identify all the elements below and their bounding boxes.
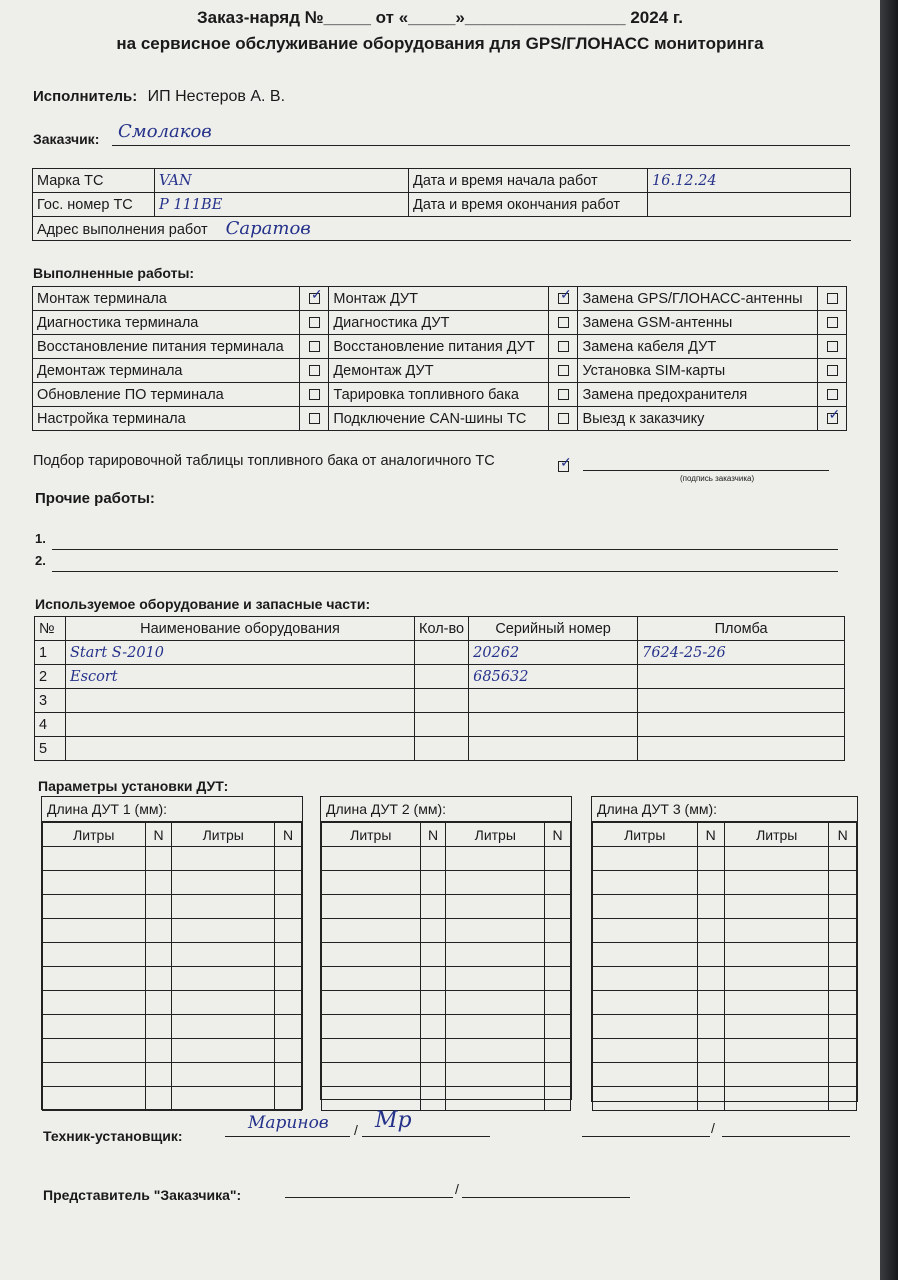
dut-cell[interactable] xyxy=(322,1063,421,1087)
dut-cell[interactable] xyxy=(275,943,302,967)
dut-cell[interactable] xyxy=(172,847,275,871)
dut-cell[interactable] xyxy=(724,1039,829,1063)
work-item-checkbox[interactable] xyxy=(558,389,569,400)
dut-cell[interactable] xyxy=(724,919,829,943)
equipment-cell: 2 xyxy=(35,665,66,689)
dut-cell[interactable] xyxy=(420,847,446,871)
dut-cell[interactable] xyxy=(275,895,302,919)
representative-slash: / xyxy=(455,1181,459,1197)
dut-cell[interactable] xyxy=(275,1039,302,1063)
dut-cell[interactable] xyxy=(43,847,146,871)
work-item-checkbox-cell xyxy=(818,407,847,431)
dut-cell[interactable] xyxy=(697,1063,724,1087)
dut-cell[interactable] xyxy=(172,895,275,919)
work-item-checkbox[interactable] xyxy=(309,413,320,424)
equipment-cell[interactable]: Escort xyxy=(66,665,415,689)
works-table xyxy=(32,286,847,431)
dut-cell[interactable] xyxy=(43,871,146,895)
equipment-cell[interactable]: 7624-25-26 xyxy=(638,641,845,665)
equipment-cell[interactable] xyxy=(638,665,845,689)
work-item-checkbox-cell xyxy=(300,287,329,311)
dut-3-table xyxy=(591,796,858,1102)
address-value[interactable]: Саратов xyxy=(225,218,311,239)
dut-cell[interactable] xyxy=(829,919,857,943)
dut-cell[interactable] xyxy=(446,991,545,1015)
dut-1-table xyxy=(41,796,303,1110)
dut-cell[interactable] xyxy=(593,895,698,919)
dut-cell[interactable] xyxy=(724,991,829,1015)
calibration-label: Подбор тарировочной таблицы топливного бака от аналогичного ТС xyxy=(33,453,495,469)
dut-cell[interactable] xyxy=(172,1015,275,1039)
dut-column-header: N xyxy=(697,823,724,847)
dut-cell[interactable] xyxy=(145,847,172,871)
dut-column-header: Литры xyxy=(172,823,275,847)
dut-cell[interactable] xyxy=(697,967,724,991)
equipment-cell[interactable] xyxy=(415,689,469,713)
dut-cell[interactable] xyxy=(43,943,146,967)
work-item-checkbox-cell xyxy=(549,359,578,383)
work-item-checkbox[interactable] xyxy=(558,317,569,328)
dut-cell[interactable] xyxy=(724,847,829,871)
dut-cell[interactable] xyxy=(545,871,571,895)
dut-cell[interactable] xyxy=(829,991,857,1015)
dut-cell[interactable] xyxy=(697,1015,724,1039)
dut-cell[interactable] xyxy=(724,943,829,967)
dut-cell[interactable] xyxy=(43,991,146,1015)
work-item-checkbox-cell xyxy=(300,407,329,431)
works-heading: Выполненные работы: xyxy=(33,265,195,281)
dut-column-header: N xyxy=(420,823,446,847)
dut-cell[interactable] xyxy=(724,1063,829,1087)
equipment-cell[interactable] xyxy=(415,713,469,737)
equipment-cell[interactable]: 685632 xyxy=(469,665,638,689)
equipment-column-header: Наименование оборудования xyxy=(66,617,415,641)
dut-cell[interactable] xyxy=(43,1015,146,1039)
work-item-checkbox[interactable] xyxy=(309,365,320,376)
customer-value[interactable]: Смолаков xyxy=(118,121,212,142)
work-item-label: Восстановление питания терминала xyxy=(33,335,300,359)
dut-cell[interactable] xyxy=(322,895,421,919)
technician-2-name-line[interactable] xyxy=(582,1136,710,1137)
dut-cell[interactable] xyxy=(697,895,724,919)
dut-cell[interactable] xyxy=(545,1063,571,1087)
dut-cell[interactable] xyxy=(43,967,146,991)
dut-cell[interactable] xyxy=(275,1087,302,1111)
dut-cell[interactable] xyxy=(697,991,724,1015)
dut-cell[interactable] xyxy=(545,1015,571,1039)
end-value[interactable] xyxy=(648,193,851,217)
dut-cell[interactable] xyxy=(420,991,446,1015)
dut-table-title: Длина ДУТ 2 (мм): xyxy=(321,797,571,822)
dut-cell[interactable] xyxy=(322,871,421,895)
page-edge-background xyxy=(880,0,898,1280)
dut-cell[interactable] xyxy=(446,871,545,895)
work-item-checkbox[interactable] xyxy=(558,413,569,424)
work-item-checkbox-cell xyxy=(300,311,329,335)
work-item-checkbox-cell xyxy=(300,383,329,407)
work-item-label: Настройка терминала xyxy=(33,407,300,431)
work-item-label: Диагностика терминала xyxy=(33,311,300,335)
dut-cell[interactable] xyxy=(697,871,724,895)
start-value[interactable]: 16.12.24 xyxy=(648,169,851,193)
dut-cell[interactable] xyxy=(172,943,275,967)
dut-cell[interactable] xyxy=(545,847,571,871)
technician-sign-line[interactable] xyxy=(362,1136,490,1137)
dut-cell[interactable] xyxy=(697,1039,724,1063)
dut-cell[interactable] xyxy=(145,943,172,967)
executor-row xyxy=(33,88,285,106)
works-row xyxy=(33,335,847,359)
dut-heading: Параметры установки ДУТ: xyxy=(38,778,229,794)
dut-cell[interactable] xyxy=(545,919,571,943)
other-works-heading: Прочие работы: xyxy=(35,490,155,507)
works-row xyxy=(33,383,847,407)
address-label: Адрес выполнения работ xyxy=(37,222,208,238)
dut-cell[interactable] xyxy=(593,919,698,943)
dut-grid xyxy=(321,822,571,1111)
dut-cell[interactable] xyxy=(829,895,857,919)
customer-label: Заказчик: xyxy=(33,131,100,147)
work-item-label: Установка SIM-карты xyxy=(578,359,818,383)
equipment-cell[interactable] xyxy=(66,713,415,737)
dut-cell[interactable] xyxy=(697,1087,724,1111)
dut-cell[interactable] xyxy=(43,919,146,943)
equipment-column-header: Пломба xyxy=(638,617,845,641)
work-item-label: Замена предохранителя xyxy=(578,383,818,407)
equipment-cell[interactable] xyxy=(638,713,845,737)
dut-cell[interactable] xyxy=(446,1063,545,1087)
works-row xyxy=(33,359,847,383)
dut-cell[interactable] xyxy=(829,967,857,991)
dut-cell[interactable] xyxy=(446,1015,545,1039)
work-item-checkbox-cell xyxy=(818,311,847,335)
dut-cell[interactable] xyxy=(545,967,571,991)
dut-cell[interactable] xyxy=(43,895,146,919)
dut-cell[interactable] xyxy=(593,1087,698,1111)
technician-2-slash: / xyxy=(711,1120,715,1136)
plate-label: Гос. номер ТС xyxy=(33,193,155,217)
dut-cell[interactable] xyxy=(420,967,446,991)
executor-label: Исполнитель: xyxy=(33,88,138,105)
work-item-label: Монтаж ДУТ xyxy=(329,287,549,311)
dut-cell[interactable] xyxy=(593,943,698,967)
work-item-label: Замена GPS/ГЛОНАСС-антенны xyxy=(578,287,818,311)
dut-cell[interactable] xyxy=(724,1015,829,1039)
equipment-cell[interactable] xyxy=(469,737,638,761)
work-item-label: Тарировка топливного бака xyxy=(329,383,549,407)
dut-cell[interactable] xyxy=(145,919,172,943)
dut-table-title: Длина ДУТ 1 (мм): xyxy=(42,797,302,822)
work-item-checkbox[interactable] xyxy=(309,341,320,352)
dut-cell[interactable] xyxy=(322,847,421,871)
equipment-row xyxy=(35,641,845,665)
dut-cell[interactable] xyxy=(145,967,172,991)
dut-cell[interactable] xyxy=(829,1063,857,1087)
dut-table-title: Длина ДУТ 3 (мм): xyxy=(592,797,857,822)
dut-2-table xyxy=(320,796,572,1100)
work-item-label: Монтаж терминала xyxy=(33,287,300,311)
equipment-cell[interactable] xyxy=(469,689,638,713)
dut-cell[interactable] xyxy=(322,1087,421,1111)
equipment-cell[interactable] xyxy=(638,737,845,761)
dut-grid xyxy=(592,822,857,1111)
equipment-cell: 4 xyxy=(35,713,66,737)
dut-cell[interactable] xyxy=(829,847,857,871)
dut-cell[interactable] xyxy=(446,847,545,871)
representative-label: Представитель "Заказчика": xyxy=(43,1187,242,1203)
work-item-checkbox-cell xyxy=(549,407,578,431)
dut-cell[interactable] xyxy=(829,1087,857,1111)
dut-cell[interactable] xyxy=(446,1087,545,1111)
equipment-column-header: № xyxy=(35,617,66,641)
equipment-row xyxy=(35,665,845,689)
dut-cell[interactable] xyxy=(275,871,302,895)
dut-cell[interactable] xyxy=(697,847,724,871)
dut-cell[interactable] xyxy=(145,1063,172,1087)
equipment-cell[interactable] xyxy=(66,737,415,761)
dut-cell[interactable] xyxy=(593,967,698,991)
work-item-checkbox[interactable] xyxy=(827,389,838,400)
dut-cell[interactable] xyxy=(829,1015,857,1039)
dut-cell[interactable] xyxy=(593,847,698,871)
brand-label: Марка ТС xyxy=(33,169,155,193)
technician-label: Техник-установщик: xyxy=(43,1128,183,1144)
other-item-2-label: 2. xyxy=(35,553,46,568)
dut-cell[interactable] xyxy=(593,1015,698,1039)
equipment-cell[interactable] xyxy=(415,665,469,689)
dut-column-header: N xyxy=(275,823,302,847)
dut-cell[interactable] xyxy=(172,967,275,991)
dut-cell[interactable] xyxy=(420,1015,446,1039)
work-item-checkbox-cell xyxy=(818,287,847,311)
executor-value: ИП Нестеров А. В. xyxy=(147,88,286,105)
signature-caption: (подпись заказчика) xyxy=(680,474,755,483)
work-item-checkbox-cell xyxy=(549,335,578,359)
dut-column-header: Литры xyxy=(43,823,146,847)
equipment-table xyxy=(34,616,845,761)
customer-line xyxy=(112,145,850,146)
dut-cell[interactable] xyxy=(275,1063,302,1087)
work-item-label: Обновление ПО терминала xyxy=(33,383,300,407)
work-item-checkbox[interactable] xyxy=(827,341,838,352)
dut-cell[interactable] xyxy=(172,991,275,1015)
dut-cell[interactable] xyxy=(145,991,172,1015)
dut-cell[interactable] xyxy=(420,943,446,967)
works-row xyxy=(33,407,847,431)
equipment-cell[interactable] xyxy=(469,713,638,737)
representative-sign-line[interactable] xyxy=(462,1197,630,1198)
equipment-column-header: Серийный номер xyxy=(469,617,638,641)
works-row xyxy=(33,311,847,335)
dut-cell[interactable] xyxy=(172,1087,275,1111)
dut-cell[interactable] xyxy=(545,1087,571,1111)
dut-cell[interactable] xyxy=(593,1063,698,1087)
dut-cell[interactable] xyxy=(545,895,571,919)
end-label: Дата и время окончания работ xyxy=(409,193,648,217)
dut-cell[interactable] xyxy=(275,847,302,871)
work-item-checkbox[interactable] xyxy=(309,317,320,328)
equipment-cell: 1 xyxy=(35,641,66,665)
customer-signature-line[interactable] xyxy=(583,470,829,471)
equipment-cell[interactable] xyxy=(415,641,469,665)
dut-cell[interactable] xyxy=(593,871,698,895)
work-item-checkbox[interactable] xyxy=(558,365,569,376)
dut-cell[interactable] xyxy=(829,1039,857,1063)
other-item-1-label: 1. xyxy=(35,531,46,546)
work-item-checkbox[interactable] xyxy=(558,341,569,352)
brand-value[interactable]: VAN xyxy=(155,169,409,193)
dut-cell[interactable] xyxy=(724,1087,829,1111)
equipment-cell: 3 xyxy=(35,689,66,713)
work-item-label: Замена GSM-антенны xyxy=(578,311,818,335)
dut-cell[interactable] xyxy=(275,919,302,943)
dut-cell[interactable] xyxy=(724,871,829,895)
work-item-label: Демонтаж ДУТ xyxy=(329,359,549,383)
work-item-checkbox-cell xyxy=(818,383,847,407)
dut-cell[interactable] xyxy=(172,1063,275,1087)
work-item-label: Замена кабеля ДУТ xyxy=(578,335,818,359)
plate-value[interactable]: Р 111ВЕ xyxy=(155,193,409,217)
works-row xyxy=(33,287,847,311)
other-item-2-line[interactable] xyxy=(52,571,838,572)
dut-cell[interactable] xyxy=(724,895,829,919)
work-item-label: Диагностика ДУТ xyxy=(329,311,549,335)
dut-cell[interactable] xyxy=(172,871,275,895)
work-item-checkbox-cell xyxy=(818,359,847,383)
dut-cell[interactable] xyxy=(420,871,446,895)
dut-cell[interactable] xyxy=(446,943,545,967)
equipment-cell[interactable]: 20262 xyxy=(469,641,638,665)
dut-cell[interactable] xyxy=(446,919,545,943)
dut-cell[interactable] xyxy=(172,919,275,943)
other-item-1-line[interactable] xyxy=(52,549,838,550)
dut-cell[interactable] xyxy=(446,895,545,919)
work-item-checkbox[interactable] xyxy=(309,389,320,400)
equipment-cell[interactable] xyxy=(66,689,415,713)
start-label: Дата и время начала работ xyxy=(409,169,648,193)
dut-cell[interactable] xyxy=(420,1039,446,1063)
dut-cell[interactable] xyxy=(420,895,446,919)
dut-cell[interactable] xyxy=(420,1087,446,1111)
dut-cell[interactable] xyxy=(322,967,421,991)
dut-column-header: Литры xyxy=(593,823,698,847)
dut-cell[interactable] xyxy=(145,1087,172,1111)
dut-cell[interactable] xyxy=(43,1087,146,1111)
dut-cell[interactable] xyxy=(322,991,421,1015)
dut-cell[interactable] xyxy=(172,1039,275,1063)
work-item-checkbox-cell xyxy=(300,335,329,359)
dut-cell[interactable] xyxy=(545,943,571,967)
dut-cell[interactable] xyxy=(446,967,545,991)
calibration-checkbox[interactable] xyxy=(558,461,569,472)
dut-cell[interactable] xyxy=(145,1039,172,1063)
work-item-checkbox-cell xyxy=(549,287,578,311)
equipment-row xyxy=(35,713,845,737)
dut-cell[interactable] xyxy=(724,967,829,991)
work-item-label: Демонтаж терминала xyxy=(33,359,300,383)
title-line-1: Заказ-наряд №_____ от «_____»_________________ 2024 г. xyxy=(197,8,683,27)
representative-name-line[interactable] xyxy=(285,1197,453,1198)
dut-cell[interactable] xyxy=(697,919,724,943)
dut-cell[interactable] xyxy=(322,919,421,943)
dut-cell[interactable] xyxy=(145,871,172,895)
dut-cell[interactable] xyxy=(145,895,172,919)
work-item-checkbox-cell xyxy=(300,359,329,383)
work-item-checkbox[interactable] xyxy=(827,293,838,304)
work-item-label: Выезд к заказчику xyxy=(578,407,818,431)
dut-cell[interactable] xyxy=(593,991,698,1015)
dut-cell[interactable] xyxy=(446,1039,545,1063)
equipment-cell[interactable]: Start S-2010 xyxy=(66,641,415,665)
technician-name-line[interactable] xyxy=(225,1136,350,1137)
equipment-cell[interactable] xyxy=(415,737,469,761)
work-item-checkbox[interactable] xyxy=(558,293,569,304)
equipment-row xyxy=(35,689,845,713)
work-item-checkbox-cell xyxy=(549,311,578,335)
dut-cell[interactable] xyxy=(322,1039,421,1063)
work-item-label: Подключение CAN-шины ТС xyxy=(329,407,549,431)
dut-cell[interactable] xyxy=(275,991,302,1015)
dut-cell[interactable] xyxy=(322,1015,421,1039)
work-item-checkbox[interactable] xyxy=(827,317,838,328)
dut-column-header: Литры xyxy=(446,823,545,847)
work-item-checkbox[interactable] xyxy=(827,365,838,376)
equipment-column-header: Кол-во xyxy=(415,617,469,641)
dut-cell[interactable] xyxy=(43,1039,146,1063)
dut-cell[interactable] xyxy=(145,1015,172,1039)
dut-cell[interactable] xyxy=(420,1063,446,1087)
dut-cell[interactable] xyxy=(420,919,446,943)
dut-column-header: N xyxy=(829,823,857,847)
technician-slash: / xyxy=(354,1122,358,1138)
dut-cell[interactable] xyxy=(275,1015,302,1039)
dut-column-header: Литры xyxy=(724,823,829,847)
work-item-checkbox-cell xyxy=(818,335,847,359)
dut-cell[interactable] xyxy=(545,991,571,1015)
work-item-label: Восстановление питания ДУТ xyxy=(329,335,549,359)
dut-column-header: N xyxy=(545,823,571,847)
work-item-checkbox[interactable] xyxy=(309,293,320,304)
dut-column-header: N xyxy=(145,823,172,847)
technician-2-sign-line[interactable] xyxy=(722,1136,850,1137)
technician-signature: Мр xyxy=(375,1108,412,1133)
dut-cell[interactable] xyxy=(829,943,857,967)
dut-cell[interactable] xyxy=(43,1063,146,1087)
equipment-cell[interactable] xyxy=(638,689,845,713)
work-item-checkbox-cell xyxy=(549,383,578,407)
technician-name: Маринов xyxy=(248,1113,329,1133)
address-cell xyxy=(33,217,851,241)
dut-column-header: Литры xyxy=(322,823,421,847)
equipment-row xyxy=(35,737,845,761)
vehicle-table xyxy=(32,168,851,241)
dut-grid xyxy=(42,822,302,1111)
title-line-2: на сервисное обслуживание оборудования для GPS/ГЛОНАСС мониторинга xyxy=(116,34,764,53)
dut-cell[interactable] xyxy=(322,943,421,967)
dut-cell[interactable] xyxy=(697,943,724,967)
dut-cell[interactable] xyxy=(593,1039,698,1063)
equipment-cell: 5 xyxy=(35,737,66,761)
work-item-checkbox[interactable] xyxy=(827,413,838,424)
equipment-heading: Используемое оборудование и запасные части: xyxy=(35,596,371,612)
dut-cell[interactable] xyxy=(275,967,302,991)
dut-cell[interactable] xyxy=(829,871,857,895)
dut-cell[interactable] xyxy=(545,1039,571,1063)
